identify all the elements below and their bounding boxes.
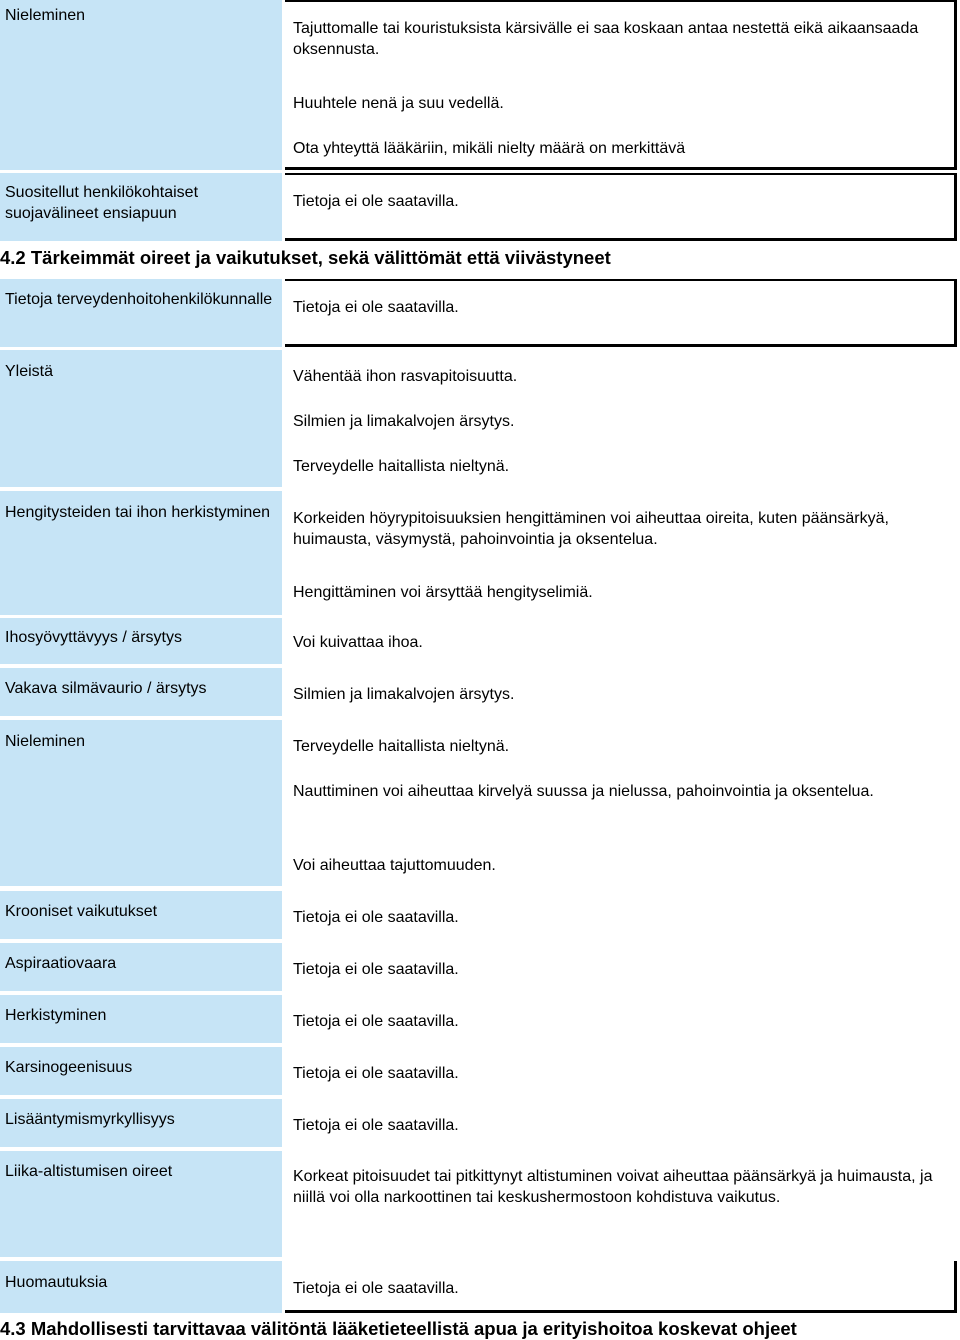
label-huomautuksia: Huomautuksia xyxy=(5,1274,108,1291)
row-krooniset-vaikutukset xyxy=(0,891,960,939)
value-text: Voi kuivattaa ihoa. xyxy=(293,634,423,651)
row-label xyxy=(0,279,282,347)
label-nieleminen: Nieleminen xyxy=(5,7,86,24)
label-liika-altistuminen: Liika-altistumisen oireet xyxy=(5,1163,173,1180)
value-text: Tietoja ei ole saatavilla. xyxy=(293,1117,459,1134)
label-ihosyovyttavyys: Ihosyövyttävyys / ärsytys xyxy=(5,629,182,646)
row-label xyxy=(0,1047,282,1095)
row-value xyxy=(285,891,957,939)
row-label xyxy=(0,668,282,716)
row-value xyxy=(285,1261,957,1313)
value-text: Silmien ja limakalvojen ärsytys. xyxy=(293,686,515,703)
row-label xyxy=(0,943,282,991)
row-yleista xyxy=(0,350,960,487)
label-karsinogeenisuus: Karsinogeenisuus xyxy=(5,1059,133,1076)
label-nieleminen: Nieleminen xyxy=(5,733,86,750)
row-value xyxy=(285,995,957,1043)
value-line-1: Terveydelle haitallista nieltynä. xyxy=(293,738,510,755)
value-line-2: Hengittäminen voi ärsyttää hengityselimiä. xyxy=(293,584,593,601)
row-value xyxy=(285,1047,957,1095)
label-suojavalineet: Suositellut henkilökohtaiset suojavälineet ensiapuun xyxy=(5,184,199,222)
label-aspiraatiovaara: Aspiraatiovaara xyxy=(5,955,117,972)
row-suojavalineet xyxy=(0,173,960,241)
value-text: Tietoja ei ole saatavilla. xyxy=(293,909,459,926)
value-text: Tietoja ei ole saatavilla. xyxy=(293,1065,459,1082)
value-line-1: Vähentää ihon rasvapitoisuutta. xyxy=(293,368,518,385)
row-value xyxy=(285,618,957,664)
section-heading-4-2: 4.2 Tärkeimmät oireet ja vaikutukset, sekä välittömät että viivästyneet xyxy=(0,247,611,268)
label-tietoja: Tietoja terveydenhoitohenkilökunnalle xyxy=(5,291,273,308)
value-line-3: Ota yhteyttä lääkäriin, mikäli nielty määrä on merkittävä xyxy=(293,140,686,157)
row-label xyxy=(0,350,282,487)
value-line-2: Nauttiminen voi aiheuttaa kirvelyä suussa ja nielussa, pahoinvointia ja oksentelua. xyxy=(293,783,874,800)
row-lisaantymismyrkyllisyys xyxy=(0,1099,960,1147)
row-label xyxy=(0,1261,282,1313)
label-silmavaurio: Vakava silmävaurio / ärsytys xyxy=(5,680,207,697)
value-text: Tietoja ei ole saatavilla. xyxy=(293,1280,459,1297)
row-ihosyovyttavyys xyxy=(0,618,960,664)
row-aspiraatiovaara xyxy=(0,943,960,991)
row-huomautuksia xyxy=(0,1261,960,1313)
value-text: Tietoja ei ole saatavilla. xyxy=(293,961,459,978)
row-value xyxy=(285,279,957,347)
row-label xyxy=(0,720,282,886)
row-silmavaurio xyxy=(0,668,960,716)
row-label xyxy=(0,995,282,1043)
row-value xyxy=(285,1151,957,1257)
row-liika-altistuminen xyxy=(0,1151,960,1257)
row-label xyxy=(0,1099,282,1147)
row-value xyxy=(285,943,957,991)
row-value xyxy=(285,350,957,487)
value-line-1: Tajuttomalle tai kouristuksista kärsivälle ei saa koskaan antaa nestettä eikä aikaansaada oksennusta. xyxy=(293,20,919,58)
label-lisaantymismyrkyllisyys: Lisääntymismyrkyllisyys xyxy=(5,1111,175,1128)
row-value xyxy=(285,720,957,886)
value-text: Tietoja ei ole saatavilla. xyxy=(293,1013,459,1030)
row-karsinogeenisuus xyxy=(0,1047,960,1095)
label-herkistyminen: Herkistyminen xyxy=(5,1007,107,1024)
row-value xyxy=(285,668,957,716)
row-value xyxy=(285,0,957,170)
row-value xyxy=(285,491,957,615)
row-label xyxy=(0,618,282,664)
value-line-3: Terveydelle haitallista nieltynä. xyxy=(293,458,510,475)
row-label xyxy=(0,891,282,939)
row-nieleminen-first-aid xyxy=(0,0,960,170)
label-krooniset: Krooniset vaikutukset xyxy=(5,903,158,920)
value-text: Tietoja ei ole saatavilla. xyxy=(293,193,459,210)
row-value xyxy=(285,1099,957,1147)
row-hengitysteiden-herkistyminen xyxy=(0,491,960,615)
value-text: Korkeat pitoisuudet tai pitkittynyt altistuminen voivat aiheuttaa päänsärkyä ja huimausta, ja niillä voi olla narkoottinen tai keskushermostoon kohdistuva vaikutus. xyxy=(293,1168,933,1206)
row-tietoja-terveydenhoito xyxy=(0,279,960,347)
value-line-2: Huuhtele nenä ja suu vedellä. xyxy=(293,95,504,112)
value-text: Tietoja ei ole saatavilla. xyxy=(293,299,459,316)
row-nieleminen-symptoms xyxy=(0,720,960,886)
label-yleista: Yleistä xyxy=(5,363,54,380)
value-line-3: Voi aiheuttaa tajuttomuuden. xyxy=(293,857,496,874)
value-line-1: Korkeiden höyrypitoisuuksien hengittäminen voi aiheuttaa oireita, kuten päänsärkyä, huimausta, väsymystä, pahoinvointia ja oksentelua. xyxy=(293,510,889,548)
row-label xyxy=(0,173,282,241)
row-value xyxy=(285,173,957,241)
row-label xyxy=(0,491,282,615)
section-heading-4-3: 4.3 Mahdollisesti tarvittavaa välitöntä lääketieteellistä apua ja erityishoitoa koskevat ohjeet xyxy=(0,1318,797,1339)
row-herkistyminen xyxy=(0,995,960,1043)
row-label xyxy=(0,0,282,170)
value-line-2: Silmien ja limakalvojen ärsytys. xyxy=(293,413,515,430)
label-hengitysteiden: Hengitysteiden tai ihon herkistyminen xyxy=(5,504,271,521)
row-label xyxy=(0,1151,282,1257)
